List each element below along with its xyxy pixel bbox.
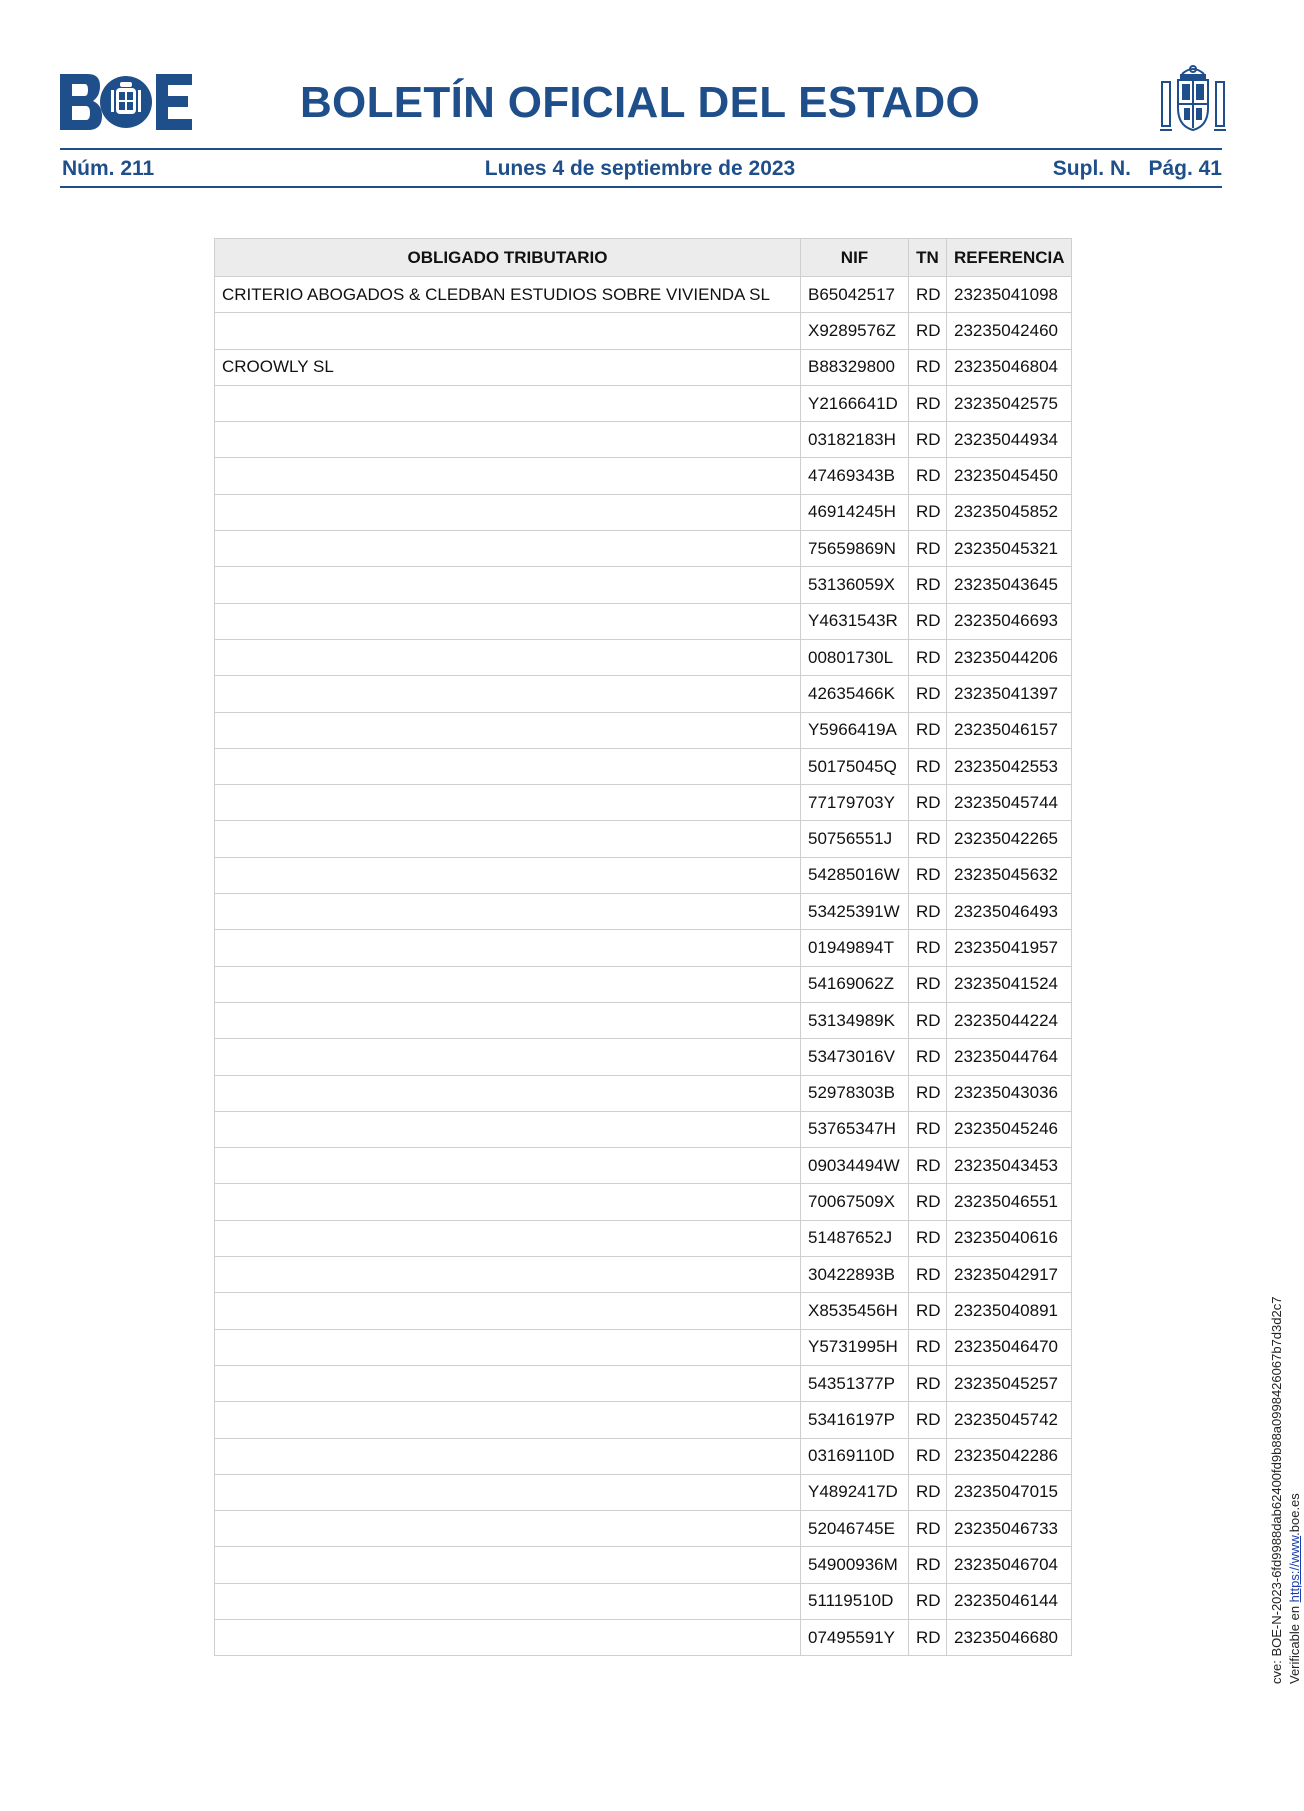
cell-nif: 52046745E [801,1511,909,1547]
cell-obligado [215,1002,801,1038]
cell-tn: RD [909,277,947,313]
cell-tn: RD [909,1075,947,1111]
cell-referencia: 23235044224 [947,1002,1072,1038]
cell-obligado [215,930,801,966]
column-header-tn: TN [909,239,947,277]
cell-obligado [215,567,801,603]
cell-referencia: 23235043453 [947,1148,1072,1184]
cell-obligado [215,894,801,930]
cell-referencia: 23235046680 [947,1619,1072,1655]
cell-tn: RD [909,1329,947,1365]
cell-tn: RD [909,531,947,567]
cell-tn: RD [909,821,947,857]
cell-nif: Y2166641D [801,385,909,421]
cell-nif: 51119510D [801,1583,909,1619]
cell-referencia: 23235044764 [947,1039,1072,1075]
cell-nif: 01949894T [801,930,909,966]
table-row [215,857,1072,893]
table-row [215,1039,1072,1075]
header-rule-bottom [60,186,1222,188]
column-header-referencia: REFERENCIA [947,239,1072,277]
cell-nif: Y4892417D [801,1474,909,1510]
cell-nif: 70067509X [801,1184,909,1220]
cell-tn: RD [909,1365,947,1401]
cell-obligado [215,1184,801,1220]
cell-referencia: 23235045246 [947,1111,1072,1147]
cell-nif: 53136059X [801,567,909,603]
cell-referencia: 23235044206 [947,639,1072,675]
table-row [215,1257,1072,1293]
cell-obligado [215,458,801,494]
cell-referencia: 23235042917 [947,1257,1072,1293]
cell-nif: Y4631543R [801,603,909,639]
cell-referencia: 23235042265 [947,821,1072,857]
table-row [215,1438,1072,1474]
table-row [215,531,1072,567]
cell-referencia: 23235045450 [947,458,1072,494]
cell-obligado [215,1257,801,1293]
table-row [215,1547,1072,1583]
table-row [215,1075,1072,1111]
table-row [215,1184,1072,1220]
table-row [215,603,1072,639]
cell-referencia: 23235042460 [947,313,1072,349]
cell-referencia: 23235045742 [947,1402,1072,1438]
cell-tn: RD [909,1220,947,1256]
cell-referencia: 23235046470 [947,1329,1072,1365]
cell-tn: RD [909,313,947,349]
cell-nif: 30422893B [801,1257,909,1293]
cell-nif: 54285016W [801,857,909,893]
cell-obligado [215,422,801,458]
table-row [215,785,1072,821]
cell-tn: RD [909,603,947,639]
cell-referencia: 23235041098 [947,277,1072,313]
cell-nif: 46914245H [801,494,909,530]
cell-obligado [215,603,801,639]
table-row [215,1148,1072,1184]
cell-tn: RD [909,1583,947,1619]
cell-obligado [215,385,801,421]
cell-obligado [215,531,801,567]
cell-nif: 53134989K [801,1002,909,1038]
table-row [215,1002,1072,1038]
table-row [215,676,1072,712]
coat-of-arms-icon [1158,64,1228,136]
table-row [215,567,1072,603]
table-row [215,1619,1072,1655]
cell-obligado [215,1365,801,1401]
cell-obligado [215,966,801,1002]
verify-suffix: .boe.es [1287,1493,1302,1536]
cell-nif: X8535456H [801,1293,909,1329]
cell-nif: 54900936M [801,1547,909,1583]
cell-obligado [215,1619,801,1655]
cell-tn: RD [909,1474,947,1510]
cell-referencia: 23235046704 [947,1547,1072,1583]
cell-obligado [215,1583,801,1619]
cell-obligado [215,821,801,857]
cell-obligado [215,1438,801,1474]
table-row [215,277,1072,313]
cell-referencia: 23235040891 [947,1293,1072,1329]
cell-nif: 53473016V [801,1039,909,1075]
cell-tn: RD [909,1111,947,1147]
table-row [215,1402,1072,1438]
verification-line [1286,1297,1304,1684]
cell-nif: 52978303B [801,1075,909,1111]
cell-referencia: 23235046733 [947,1511,1072,1547]
cell-nif: 53416197P [801,1402,909,1438]
table-row [215,458,1072,494]
cell-tn: RD [909,785,947,821]
cell-obligado [215,639,801,675]
cell-tn: RD [909,1438,947,1474]
cell-obligado [215,785,801,821]
cell-obligado [215,1547,801,1583]
cell-tn: RD [909,1148,947,1184]
cell-nif: 53425391W [801,894,909,930]
cell-tn: RD [909,1002,947,1038]
cell-nif: 09034494W [801,1148,909,1184]
cell-referencia: 23235046693 [947,603,1072,639]
cell-obligado [215,1148,801,1184]
cell-obligado [215,676,801,712]
cell-nif: 53765347H [801,1111,909,1147]
cell-nif: B65042517 [801,277,909,313]
cell-tn: RD [909,1547,947,1583]
cell-obligado [215,494,801,530]
cell-tn: RD [909,422,947,458]
cell-obligado [215,712,801,748]
table-row [215,930,1072,966]
cell-referencia: 23235046157 [947,712,1072,748]
cell-referencia: 23235041957 [947,930,1072,966]
cell-referencia: 23235042286 [947,1438,1072,1474]
cell-tn: RD [909,639,947,675]
table-body [215,277,1072,1656]
cell-nif: B88329800 [801,349,909,385]
cell-referencia: 23235047015 [947,1474,1072,1510]
table-header-row [215,239,1072,277]
cell-nif: 50175045Q [801,748,909,784]
cell-referencia: 23235045632 [947,857,1072,893]
cell-referencia: 23235045852 [947,494,1072,530]
cell-referencia: 23235040616 [947,1220,1072,1256]
cell-obligado [215,1402,801,1438]
page-title: BOLETÍN OFICIAL DEL ESTADO [299,78,981,127]
cell-tn: RD [909,1293,947,1329]
table-row [215,1293,1072,1329]
table-row [215,1329,1072,1365]
taxpayer-table [214,238,1072,1656]
verify-link[interactable]: https://www [1287,1535,1302,1603]
issue-number: Núm. 211 [62,157,155,180]
table-row [215,313,1072,349]
cell-referencia: 23235046493 [947,894,1072,930]
cell-tn: RD [909,567,947,603]
cell-nif: 50756551J [801,821,909,857]
cell-nif: Y5966419A [801,712,909,748]
cell-obligado: CROOWLY SL [215,349,801,385]
cell-tn: RD [909,494,947,530]
table-row [215,1220,1072,1256]
cell-tn: RD [909,894,947,930]
cell-nif: 03182183H [801,422,909,458]
cell-referencia: 23235041524 [947,966,1072,1002]
cell-tn: RD [909,349,947,385]
cell-nif: X9289576Z [801,313,909,349]
table-row [215,821,1072,857]
column-header-nif: NIF [801,239,909,277]
cell-referencia: 23235041397 [947,676,1072,712]
cell-tn: RD [909,676,947,712]
cell-nif: 00801730L [801,639,909,675]
table-row [215,894,1072,930]
cell-nif: 54351377P [801,1365,909,1401]
cell-obligado [215,1329,801,1365]
cell-obligado [215,313,801,349]
supplement-page: Supl. N. Pág. 41 [1052,157,1222,180]
table-row [215,385,1072,421]
table-row [215,1365,1072,1401]
cell-nif: 07495591Y [801,1619,909,1655]
cell-referencia: 23235042575 [947,385,1072,421]
table-row [215,1111,1072,1147]
cell-nif: 75659869N [801,531,909,567]
table-row [215,494,1072,530]
table-row [215,1511,1072,1547]
cell-referencia: 23235046551 [947,1184,1072,1220]
cell-tn: RD [909,748,947,784]
cell-tn: RD [909,930,947,966]
cell-referencia: 23235045321 [947,531,1072,567]
table-row [215,639,1072,675]
cell-obligado [215,748,801,784]
cve-code: cve: BOE-N-2023-6fd9988dab62400fd9b88a0998426067b7d3d2c7 [1269,1296,1284,1684]
cell-nif: Y5731995H [801,1329,909,1365]
table-row [215,712,1072,748]
cell-nif: 77179703Y [801,785,909,821]
cell-obligado: CRITERIO ABOGADOS & CLEDBAN ESTUDIOS SOBRE VIVIENDA SL [215,277,801,313]
cell-referencia: 23235045744 [947,785,1072,821]
cell-obligado [215,1474,801,1510]
cell-obligado [215,857,801,893]
cell-tn: RD [909,1039,947,1075]
cell-tn: RD [909,966,947,1002]
cell-tn: RD [909,1257,947,1293]
table-row [215,966,1072,1002]
column-header-obligado: OBLIGADO TRIBUTARIO [215,239,801,277]
table-row [215,349,1072,385]
cell-nif: 51487652J [801,1220,909,1256]
cell-obligado [215,1293,801,1329]
cell-obligado [215,1511,801,1547]
table-row [215,748,1072,784]
cell-obligado [215,1111,801,1147]
cell-referencia: 23235042553 [947,748,1072,784]
cell-nif: 54169062Z [801,966,909,1002]
cell-tn: RD [909,458,947,494]
table-row [215,422,1072,458]
verification-sidebar [1268,1297,1304,1684]
verify-prefix: Verificable en [1287,1602,1302,1684]
cell-nif: 47469343B [801,458,909,494]
cell-tn: RD [909,712,947,748]
cell-tn: RD [909,385,947,421]
cell-tn: RD [909,1184,947,1220]
cell-nif: 03169110D [801,1438,909,1474]
table-row [215,1583,1072,1619]
header-rule-top [60,148,1222,150]
issue-date: Lunes 4 de septiembre de 2023 [484,157,796,180]
cell-obligado [215,1039,801,1075]
table-row [215,1474,1072,1510]
cell-tn: RD [909,857,947,893]
cell-referencia: 23235043645 [947,567,1072,603]
cell-referencia: 23235045257 [947,1365,1072,1401]
cell-referencia: 23235044934 [947,422,1072,458]
cell-obligado [215,1220,801,1256]
cell-referencia: 23235046144 [947,1583,1072,1619]
cell-referencia: 23235046804 [947,349,1072,385]
cell-tn: RD [909,1619,947,1655]
cell-obligado [215,1075,801,1111]
cell-tn: RD [909,1511,947,1547]
cell-nif: 42635466K [801,676,909,712]
cell-tn: RD [909,1402,947,1438]
cell-referencia: 23235043036 [947,1075,1072,1111]
